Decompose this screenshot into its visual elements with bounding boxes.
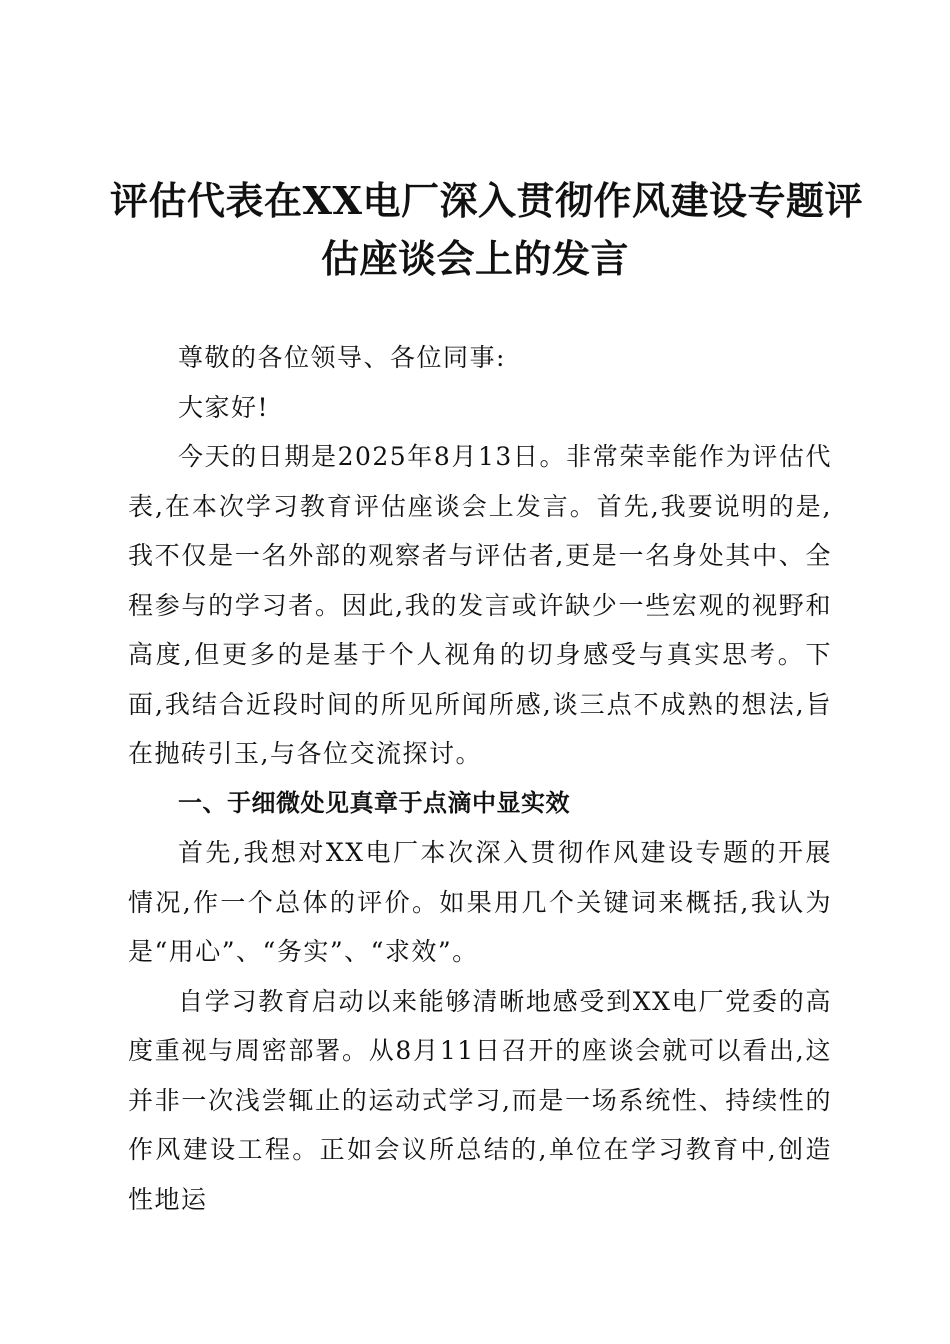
salutation: 尊敬的各位领导、各位同事: [178,343,506,372]
body-paragraph-1: 今天的日期是2025年8月13日。非常荣幸能作为评估代表,在本次学习教育评估座谈会上发言。首先,我要说明的是,我不仅是一名外部的观察者与评估者,更是一名身处其中、全程参与的学习者。因此,我的发言或许缺少一些宏观的视野和高度,但更多的是基于个人视角的切身感受与真实思考。下面,我结合近段时间的所见所闻所感,谈三点不成熟的想法,旨在抛砖引玉,与各位交流探讨。 [128,442,832,768]
title-line-2: 估座谈会上的发言 [320,236,629,281]
document-body [128,333,832,1224]
section-heading-1: 一、于细微处见真章于点滴中显实效 [178,788,570,817]
body-paragraph-3: 自学习教育启动以来能够清晰地感受到XX电厂党委的高度重视与周密部署。从8月11日召开的座谈会就可以看出,这并非一次浅尝辄止的运动式学习,而是一场系统性、持续性的作风建设工程。正如会议所总结的,单位在学习教育中,创造性地运 [128,986,832,1214]
body-paragraph-2: 首先,我想对XX电厂本次深入贯彻作风建设专题的开展情况,作一个总体的评价。如果用几个关键词来概括,我认为是“用心”、“务实”、“求效”。 [128,838,832,966]
title-line-1: 评估代表在XX电厂深入贯彻作风建设专题评 [110,178,863,223]
document-title [110,172,863,288]
greeting: 大家好! [178,392,270,422]
